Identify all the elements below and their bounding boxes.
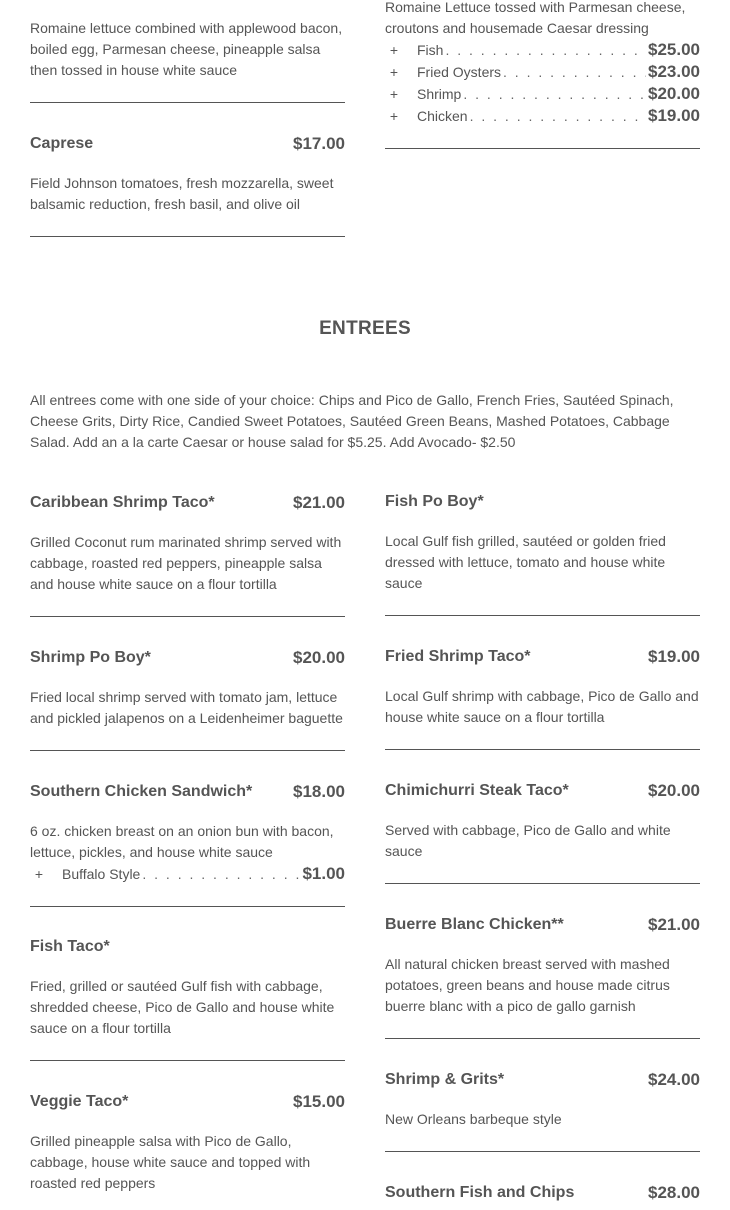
addon-price: $1.00 xyxy=(302,864,345,883)
leader-dots xyxy=(470,105,646,127)
menu-item-name: Caprese xyxy=(30,135,94,152)
addon-price: $25.00 xyxy=(648,40,700,59)
caesar-addons-list xyxy=(385,39,700,127)
plus-icon: + xyxy=(389,86,399,102)
house-salad-description: Romaine lettuce combined with applewood bacon, boiled egg, Parmesan cheese, pineapple salsa then tossed in house white sauce xyxy=(30,20,343,78)
menu-item-description: 6 oz. chicken breast on an onion bun with bacon, lettuce, pickles, and house white sauce xyxy=(30,823,334,860)
menu-item-name: Caribbean Shrimp Taco* xyxy=(30,494,215,511)
leader-dots xyxy=(463,83,646,105)
menu-item-price: $18.00 xyxy=(293,782,345,801)
addon-price: $19.00 xyxy=(648,106,700,125)
menu-item-price: $21.00 xyxy=(648,915,700,934)
addon-price: $23.00 xyxy=(648,62,700,81)
menu-item-description: Grilled pineapple salsa with Pico de Gallo, cabbage, house white sauce and topped with roasted red peppers xyxy=(30,1133,311,1191)
menu-item-name: Buerre Blanc Chicken** xyxy=(385,916,564,933)
menu-item-price: $17.00 xyxy=(293,134,345,153)
entrees-intro: All entrees come with one side of your choice: Chips and Pico de Gallo, French Fries, Sautéed Spinach, Cheese Grits, Dirty Rice, Candied Sweet Potatoes, Sautéed Green Beans, Mashed Potatoes, Cabbage Salad. Add an a la carte Caesar or house salad for $5.25. Add Avocado- $2.50 xyxy=(30,392,674,450)
addon-label: Fish xyxy=(417,42,444,58)
addon-row xyxy=(385,61,700,83)
leader-dots xyxy=(503,61,646,83)
divider xyxy=(30,750,345,751)
plus-icon: + xyxy=(34,866,44,882)
divider xyxy=(385,883,700,884)
divider xyxy=(385,1038,700,1039)
caesar-salad-description: Romaine Lettuce tossed with Parmesan cheese, croutons and housemade Caesar dressing xyxy=(385,0,686,36)
section-title-entrees: ENTREES xyxy=(319,318,411,339)
menu-item-name: Shrimp Po Boy* xyxy=(30,649,151,666)
divider xyxy=(385,1151,700,1152)
divider xyxy=(385,615,700,616)
menu-item-price: $15.00 xyxy=(293,1092,345,1111)
menu-item-description: Fried local shrimp served with tomato jam, lettuce and pickled jalapenos on a Leidenheimer baguette xyxy=(30,689,343,726)
addon-row xyxy=(385,105,700,127)
menu-item-description: Field Johnson tomatoes, fresh mozzarella, sweet balsamic reduction, fresh basil, and olive oil xyxy=(30,175,334,212)
menu-item-description: All natural chicken breast served with mashed potatoes, green beans and house made citrus buerre blanc with a pico de gallo garnish xyxy=(385,956,670,1014)
menu-item-name: Southern Fish and Chips xyxy=(385,1184,575,1201)
addon-label: Buffalo Style xyxy=(62,866,141,882)
divider xyxy=(30,236,345,237)
addon-label: Shrimp xyxy=(417,86,462,102)
menu-item-price: $19.00 xyxy=(648,647,700,666)
menu-item-name: Shrimp & Grits* xyxy=(385,1071,505,1088)
menu-item-description: Local Gulf fish grilled, sautéed or golden fried dressed with lettuce, tomato and house white sauce xyxy=(385,533,666,591)
menu-item-name: Chimichurri Steak Taco* xyxy=(385,782,569,799)
menu-item-description: Local Gulf shrimp with cabbage, Pico de Gallo and house white sauce on a flour tortilla xyxy=(385,688,699,725)
plus-icon: + xyxy=(389,64,399,80)
menu-item-name: Veggie Taco* xyxy=(30,1093,129,1110)
menu-item-price: $20.00 xyxy=(648,781,700,800)
menu-item-name: Fish Taco* xyxy=(30,938,110,955)
plus-icon: + xyxy=(389,42,399,58)
divider xyxy=(30,1060,345,1061)
addon-row xyxy=(30,863,345,885)
menu-item-name: Fish Po Boy* xyxy=(385,493,484,510)
menu-item-name: Southern Chicken Sandwich* xyxy=(30,783,253,800)
addon-row xyxy=(385,39,700,61)
divider xyxy=(385,749,700,750)
menu-item-price: $21.00 xyxy=(293,493,345,512)
addon-row xyxy=(385,83,700,105)
menu-item-description: Fried, grilled or sautéed Gulf fish with cabbage, shredded cheese, Pico de Gallo and house white sauce on a flour tortilla xyxy=(30,978,335,1036)
leader-dots xyxy=(142,863,300,885)
addon-price: $20.00 xyxy=(648,84,700,103)
divider xyxy=(30,906,345,907)
menu-item-name: Fried Shrimp Taco* xyxy=(385,648,531,665)
plus-icon: + xyxy=(389,108,399,124)
addon-label: Fried Oysters xyxy=(417,64,502,80)
addon-label: Chicken xyxy=(417,108,468,124)
menu-item-description: Served with cabbage, Pico de Gallo and white sauce xyxy=(385,822,671,859)
divider xyxy=(30,102,345,103)
leader-dots xyxy=(445,39,646,61)
menu-item-description: Grilled Coconut rum marinated shrimp served with cabbage, roasted red peppers, pineapple salsa and house white sauce on a flour tortilla xyxy=(30,534,342,592)
menu-item-price: $24.00 xyxy=(648,1070,700,1089)
divider xyxy=(385,148,700,149)
menu-item-price: $28.00 xyxy=(648,1183,700,1202)
menu-item-price: $20.00 xyxy=(293,648,345,667)
menu-item-description: New Orleans barbeque style xyxy=(385,1111,562,1127)
divider xyxy=(30,616,345,617)
